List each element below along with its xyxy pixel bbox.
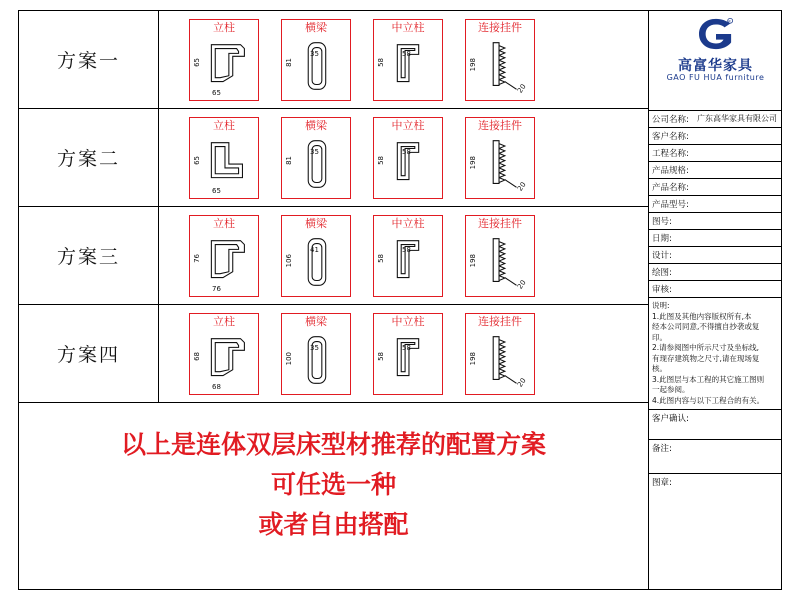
profile-drawing [282, 134, 350, 196]
dimension-vertical: 198 [469, 351, 477, 365]
dimension-vertical: 198 [469, 253, 477, 267]
title-field[interactable] [649, 145, 782, 162]
profile-cell[interactable] [189, 313, 259, 395]
profile-title: 连接挂件 [478, 314, 522, 328]
notice-line: 1.此图及其他内容版权所有,本 [652, 311, 752, 321]
profile-cell[interactable] [189, 19, 259, 101]
dimension-horizontal: 65 [212, 88, 221, 97]
drawing-sheet [18, 10, 782, 590]
title-field-label: 公司名称: [652, 115, 689, 125]
profile-drawing [282, 232, 350, 294]
title-field-label: 客户名称: [652, 132, 689, 142]
seal [649, 474, 782, 564]
title-field[interactable] [649, 179, 782, 196]
profile-drawing [466, 232, 534, 294]
scheme-cells [159, 109, 648, 206]
dimension-angled: 20 [516, 180, 528, 193]
notice-line: 3.此图层与本工程的其它施工图则 [652, 374, 765, 384]
notice-line: 一起参阅。 [652, 385, 690, 394]
note-line-1: 以上是连体双层床型材推荐的配置方案 [120, 430, 546, 459]
profile-title: 立柱 [213, 20, 235, 34]
dimension-vertical: 81 [285, 155, 293, 165]
dimension-top: 58 [402, 147, 411, 156]
title-block [649, 11, 782, 589]
dimension-top: 41 [310, 245, 319, 254]
scheme-rows [19, 11, 648, 403]
title-field[interactable] [649, 111, 782, 128]
profile-drawing [282, 330, 350, 392]
profile-cell[interactable] [465, 215, 535, 297]
profile-drawing [374, 330, 442, 392]
profile-title: 中立柱 [391, 118, 425, 132]
profile-cell[interactable] [281, 19, 351, 101]
summary-note [19, 403, 648, 545]
dimension-top: 35 [310, 147, 319, 156]
profile-title: 立柱 [213, 314, 235, 328]
scheme-label: 方案四 [19, 305, 159, 402]
note-line-2: 可任选一种 [270, 470, 396, 499]
dimension-horizontal: 68 [212, 382, 221, 391]
profile-drawing [190, 232, 258, 294]
profile-drawing [374, 232, 442, 294]
profile-cell[interactable] [373, 19, 443, 101]
dimension-top: 58 [402, 343, 411, 352]
gf-logo-icon [697, 17, 735, 51]
dimension-vertical: 65 [193, 155, 201, 165]
profile-drawing [190, 330, 258, 392]
profile-title: 连接挂件 [478, 216, 522, 230]
dimension-vertical: 58 [377, 351, 385, 361]
notice-line: 2.请参阅图中所示尺寸及坐标线, [652, 343, 760, 352]
dimension-vertical: 100 [285, 351, 293, 365]
profile-title: 横梁 [305, 216, 327, 230]
profile-title: 中立柱 [391, 216, 425, 230]
dimension-vertical: 76 [193, 253, 201, 263]
profile-cell[interactable] [189, 117, 259, 199]
scheme-row [19, 11, 648, 109]
profile-drawing [466, 36, 534, 98]
scheme-label: 方案二 [19, 109, 159, 206]
profile-cell[interactable] [465, 19, 535, 101]
profile-title: 横梁 [305, 118, 327, 132]
scheme-label: 方案一 [19, 11, 159, 108]
dimension-vertical: 68 [193, 351, 201, 361]
notice-title: 说明: [652, 301, 670, 310]
dimension-vertical: 65 [193, 57, 201, 67]
scheme-cells [159, 305, 648, 402]
title-field-label: 工程名称: [652, 149, 689, 159]
title-fields [649, 111, 782, 298]
title-field[interactable] [649, 128, 782, 145]
notice-lines [652, 312, 779, 407]
title-field-label: 产品名称: [652, 183, 689, 193]
profile-cell[interactable] [189, 215, 259, 297]
title-field-label: 日期: [652, 234, 672, 244]
notice-line: 有现存建筑物之尺寸,请在现场复 [652, 353, 760, 363]
title-field-label: 图号: [652, 217, 672, 227]
remark [649, 440, 782, 474]
seal-label: 图章: [652, 478, 672, 488]
notice-line: 核。 [652, 364, 667, 373]
title-field[interactable] [649, 213, 782, 230]
profile-cell[interactable] [373, 215, 443, 297]
customer-confirm [649, 410, 782, 440]
dimension-vertical: 81 [285, 57, 293, 67]
profile-drawing [374, 36, 442, 98]
brand-en: GAO FU HUA furniture [666, 73, 765, 82]
profile-drawing [374, 134, 442, 196]
profile-title: 连接挂件 [478, 20, 522, 34]
profile-drawing [466, 330, 534, 392]
scheme-cells [159, 207, 648, 304]
notice-block [649, 298, 782, 410]
title-field[interactable] [649, 247, 782, 264]
profile-cell[interactable] [373, 313, 443, 395]
dimension-vertical: 58 [377, 57, 385, 67]
profile-title: 横梁 [305, 314, 327, 328]
title-field-label: 绘图: [652, 268, 672, 278]
dimension-top: 58 [402, 49, 411, 58]
profile-title: 立柱 [213, 216, 235, 230]
notice-line: 经本公司同意,不得擅自抄袭或复 [652, 322, 760, 331]
title-field[interactable] [649, 196, 782, 213]
title-field[interactable] [649, 281, 782, 298]
scheme-table [19, 11, 649, 589]
title-field[interactable] [649, 162, 782, 179]
title-field[interactable] [649, 264, 782, 281]
remark-label: 备注: [652, 444, 672, 454]
dimension-vertical: 106 [285, 253, 293, 267]
dimension-top: 35 [310, 49, 319, 58]
note-line-3: 或者自由搭配 [258, 510, 409, 539]
title-field-label: 设计: [652, 251, 672, 261]
scheme-label: 方案三 [19, 207, 159, 304]
title-field-label: 产品规格: [652, 166, 689, 176]
title-field-value: 广东高华家具有限公司 [697, 114, 777, 123]
profile-cell[interactable] [465, 313, 535, 395]
dimension-angled: 20 [516, 278, 528, 291]
dimension-horizontal: 65 [212, 186, 221, 195]
scheme-row [19, 305, 648, 403]
title-field[interactable] [649, 230, 782, 247]
profile-title: 中立柱 [391, 314, 425, 328]
profile-drawing [190, 134, 258, 196]
customer-confirm-label: 客户确认: [652, 414, 689, 424]
company-logo [649, 11, 782, 111]
profile-cell[interactable] [281, 313, 351, 395]
dimension-vertical: 58 [377, 253, 385, 263]
profile-cell[interactable] [281, 215, 351, 297]
scheme-row [19, 207, 648, 305]
dimension-vertical: 58 [377, 155, 385, 165]
dimension-top: 35 [310, 343, 319, 352]
svg-text:R: R [727, 19, 731, 24]
dimension-top: 58 [402, 245, 411, 254]
scheme-cells [159, 11, 648, 108]
profile-cell[interactable] [465, 117, 535, 199]
title-field-label: 产品型号: [652, 200, 689, 210]
profile-title: 连接挂件 [478, 118, 522, 132]
dimension-vertical: 198 [469, 57, 477, 71]
profile-title: 立柱 [213, 118, 235, 132]
profile-drawing [190, 36, 258, 98]
dimension-vertical: 198 [469, 155, 477, 169]
profile-title: 横梁 [305, 20, 327, 34]
title-field-label: 审核: [652, 285, 672, 295]
profile-drawing [466, 134, 534, 196]
dimension-angled: 20 [516, 376, 528, 389]
notice-line: 印。 [652, 332, 667, 342]
brand-cn: 高富华家具 [678, 58, 753, 74]
dimension-horizontal: 76 [212, 284, 221, 293]
profile-title: 中立柱 [391, 20, 425, 34]
profile-drawing [282, 36, 350, 98]
notice-line: 4.此图内容与以下工程合的有关。 [652, 395, 765, 405]
scheme-row [19, 109, 648, 207]
profile-cell[interactable] [373, 117, 443, 199]
dimension-angled: 20 [516, 82, 528, 95]
profile-cell[interactable] [281, 117, 351, 199]
